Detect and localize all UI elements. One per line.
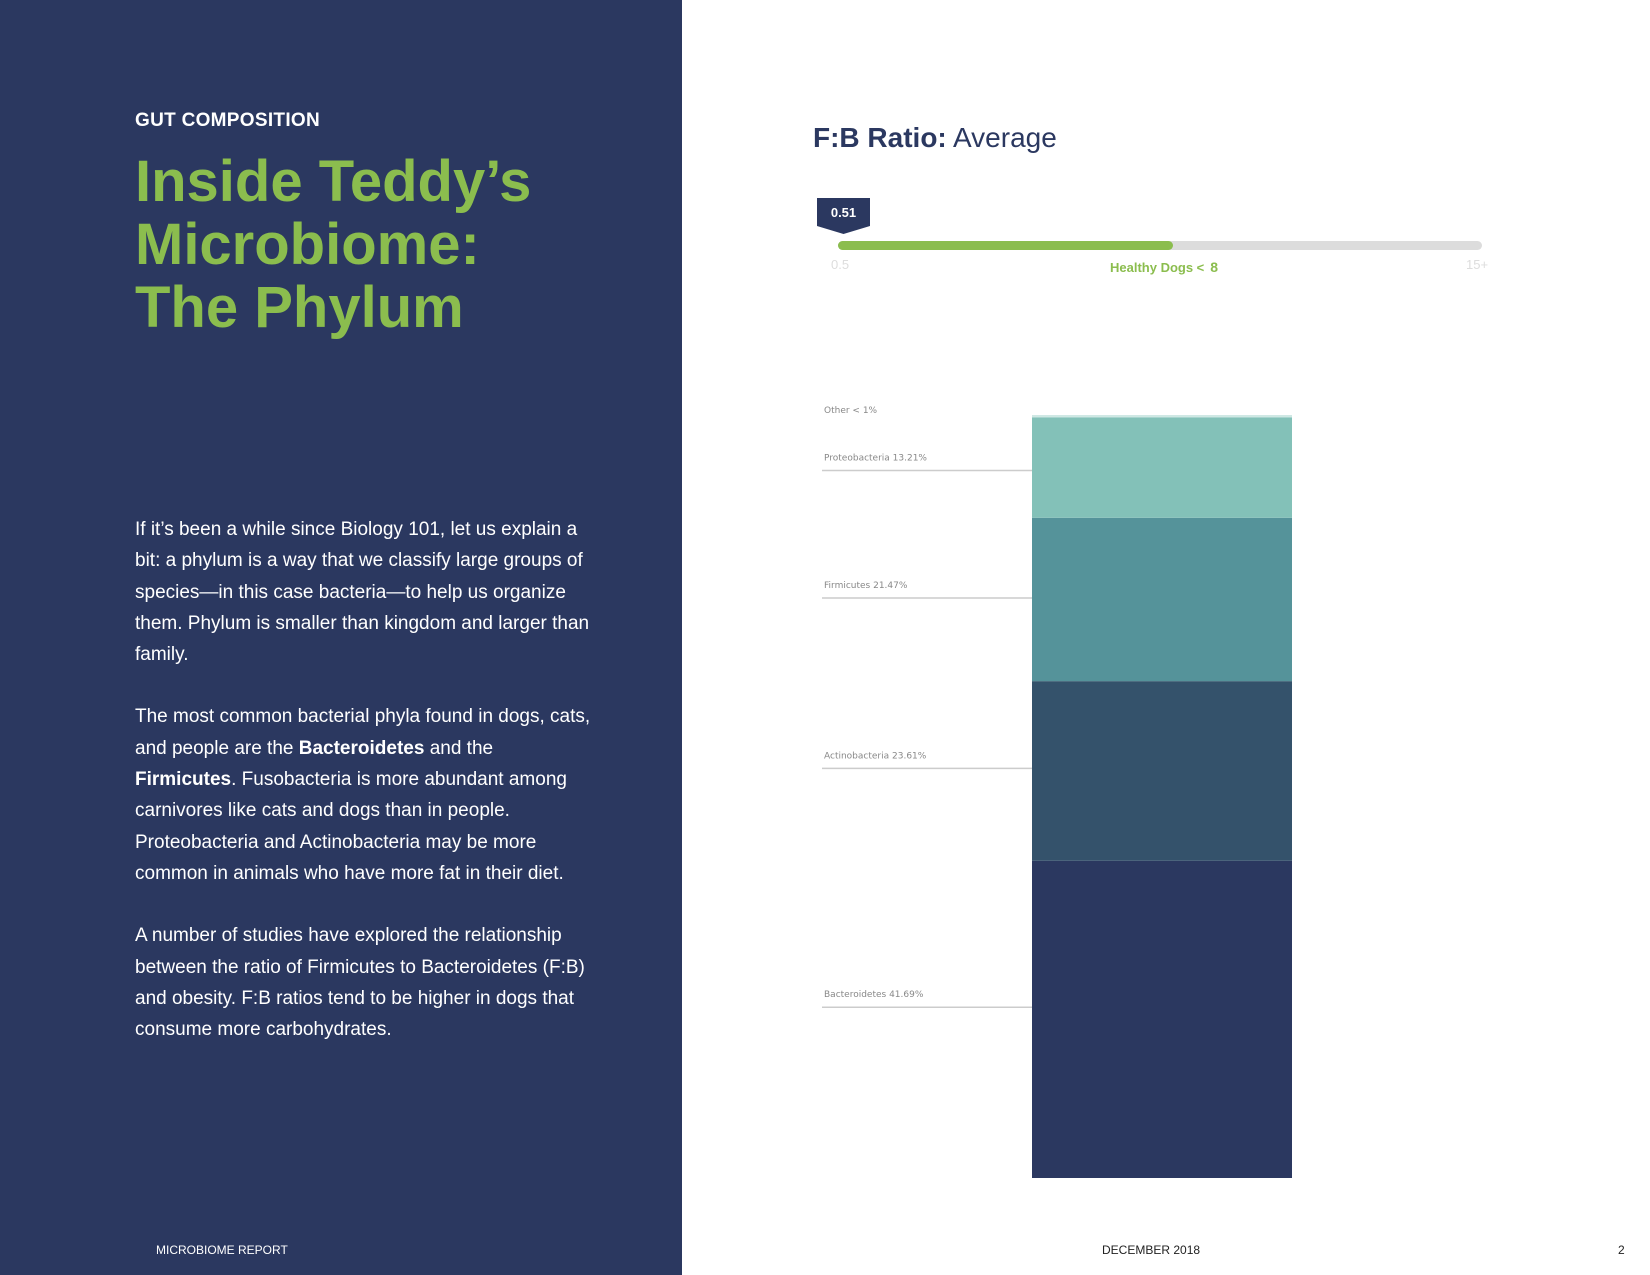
segment-label-proteobacteria: Proteobacteria 13.21% [824,453,927,464]
section-eyebrow: GUT COMPOSITION [135,110,320,131]
healthy-value: 8 [1210,259,1219,275]
segment-label-firmicutes: Firmicutes 21.47% [824,581,908,592]
title-line-3: The Phylum [135,275,464,340]
paragraph-1: If it’s been a while since Biology 101, let us explain a bit: a phylum is a way that we classify large groups of species—in this case bacteria—to help us organize them. Phylum is smaller than kingdom and larger than family. [135,519,590,666]
healthy-text: Healthy Dogs < [1110,260,1205,275]
segment-label-other: Other < 1% [824,406,878,416]
bar-segment-proteobacteria [1032,417,1292,518]
ratio-title-bold: F:B Ratio: [813,122,947,153]
footer-date: DECEMBER 2018 [1102,1243,1201,1257]
paragraph-2-bacteroidetes: Bacteroidetes [298,737,425,759]
paragraph-3: A number of studies have explored the relationship between the ratio of Firmicutes to Bacteroidetes (F:B) and obesity. F:B ratios tend to be higher in dogs that consume more carbohydrates. [135,925,585,1041]
bar-segment-firmicutes [1032,518,1292,681]
footer-report-name: MICROBIOME REPORT [156,1243,288,1257]
paragraph-2-d: . Fusobacteria is more abundant among carnivores like cats and dogs than in people. Proteobacteria and Actinobacteria may be more common in animals who have more fat in their diet. [135,769,567,884]
page-number: 2 [1618,1243,1625,1257]
bar-segment-other [1032,415,1292,417]
paragraph-2-a: The most common bacterial phyla found in dogs, cats, and people are the [135,706,591,759]
segment-label-bacteroidetes: Bacteroidetes 41.69% [824,990,924,1001]
bar-segment-actinobacteria [1032,681,1292,861]
title-line-1: Inside Teddy’s [135,149,532,214]
ratio-min-label: 0.5 [831,257,850,272]
paragraph-2-firmicutes: Firmicutes [135,769,232,791]
paragraph-2-c: and the [424,737,494,759]
ratio-value: 0.51 [830,205,857,220]
ratio-title-rest: Average [946,122,1057,153]
bar-segment-bacteroidetes [1032,861,1292,1178]
ratio-max-label: 15+ [1466,257,1489,272]
title-line-2: Microbiome: [135,212,480,277]
segment-label-actinobacteria: Actinobacteria 23.61% [824,751,927,762]
